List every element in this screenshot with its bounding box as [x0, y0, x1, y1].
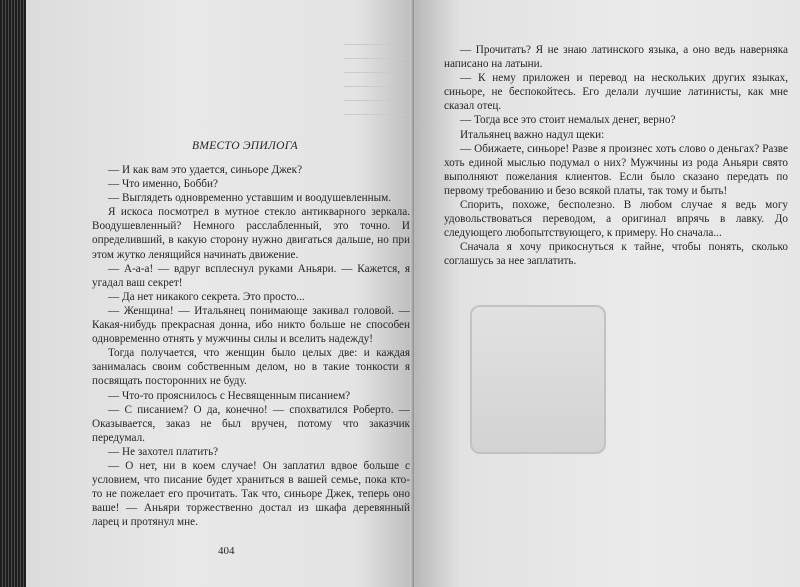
bleed-through-line: [344, 100, 404, 101]
left-page-text: [92, 163, 410, 529]
paragraph: Итальянец важно надул щеки:: [460, 128, 605, 141]
bleed-through-line: [344, 72, 404, 73]
bleed-through-line: [344, 86, 404, 87]
paragraph: — Прочитать? Я не знаю латинского языка, а оно ведь наверняка написано на латыни.: [444, 44, 788, 71]
bleed-through-line: [344, 114, 404, 115]
right-page: [414, 0, 800, 587]
section-title: ВМЕСТО ЭПИЛОГА: [192, 140, 299, 152]
paragraph: — С писанием? О да, конечно! — спохватился Роберто. — Оказывается, заказ не был вручен, потому что заказчик передумал.: [92, 403, 410, 444]
bleed-through-line: [344, 58, 404, 59]
page-number: 404: [218, 545, 235, 557]
paragraph: — Что-то прояснилось с Несвященным писанием?: [108, 389, 351, 402]
left-page: [26, 0, 414, 587]
paragraph: — А-а-а! — вдруг всплеснул руками Аньяри. — Кажется, я угадал ваш секрет!: [92, 262, 410, 289]
paragraph: — Да нет никакого секрета. Это просто...: [108, 290, 305, 303]
paragraph: — И как вам это удается, синьоре Джек?: [108, 164, 303, 176]
paragraph: Спорить, похоже, бесполезно. В любом случае я ведь могу удовольствоваться переводом, а оригинал впрячь в лавку. До следующего любопытствующего, к примеру. Но сначала...: [444, 199, 788, 240]
paragraph: — Выглядеть одновременно уставшим и воодушевленным.: [108, 192, 392, 205]
paragraph: — Не захотел платить?: [108, 445, 219, 458]
bleed-through-line: [344, 44, 404, 45]
paragraph: — О нет, ни в коем случае! Он заплатил вдвое больше с условием, что писание будет храниться в вашей семье, пока кто-то не пожелает его прочитать. Так что, синьоре Джек, теперь оно ваше! — Аньяри торжественно достал из шкафа деревянный ларец и протянул мне.: [92, 459, 410, 529]
page-block-edge: [0, 0, 26, 587]
paragraph: — Тогда все это стоит немалых денег, верно?: [460, 114, 676, 127]
paragraph: — Обижаете, синьоре! Разве я произнес хоть слово о деньгах? Разве хоть единой мыслью подумал о них? Мужчины из рода Аньяри свято выполняют пожелания клиентов. Если было сказано передать по первому требованию и безо всякой платы, так тому и быть!: [444, 142, 788, 197]
paragraph: Сначала я хочу прикоснуться к тайне, чтобы понять, сколько соглашусь за нее заплатить.: [444, 241, 788, 268]
paragraph: — К нему приложен и перевод на нескольких других языках, синьоре, не беспокойтесь. Его делали лучшие латинисты, как мне сказал отец.: [444, 72, 788, 113]
blank-image-frame: [470, 305, 606, 454]
right-page-text: [444, 43, 788, 269]
paragraph: — Женщина! — Итальянец понимающе закивал головой. — Какая-нибудь прекрасная донна, ибо никто больше не способен одновременно отнять у мужчины силы и вселить надежду!: [92, 304, 410, 346]
paragraph: — Что именно, Бобби?: [108, 178, 218, 191]
paragraph: Тогда получается, что женщин было целых две: и каждая занималась своим собственным делом, но в такие тонкости я посвящать посторонних не буду.: [92, 347, 410, 388]
paragraph: Я искоса посмотрел в мутное стекло антикварного зеркала. Воодушевленный? Немного расслабленный, это точно. И определивший, в какую сторону нужно двигаться дальше, но при этом жутко ленящийся начинать движение.: [92, 206, 410, 261]
